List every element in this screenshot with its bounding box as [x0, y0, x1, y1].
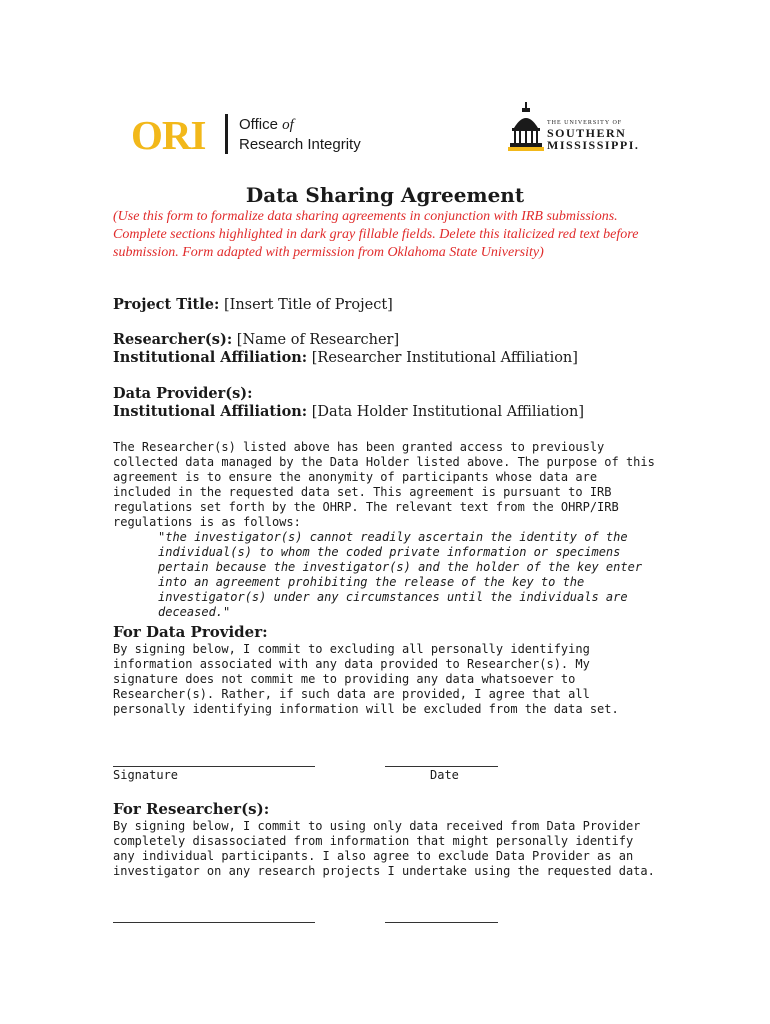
researcher-signature-line[interactable]: [113, 922, 315, 923]
provider-date-line[interactable]: [385, 766, 498, 767]
signature-label: Signature: [113, 768, 179, 782]
researcher-section-title: For Researcher(s):: [113, 800, 270, 818]
ori-office-line2: Research Integrity: [239, 136, 361, 153]
ori-wordmark: ORI: [131, 112, 206, 158]
researcher-section-text: By signing below, I commit to using only data received from Data Provider completely disassociated from information that might personally identify any individual participants. I also agree to exclude Data Provider as an investigator on any research projects I undertake using the requested data.: [113, 819, 655, 878]
researcher-affiliation-label: Institutional Affiliation:: [113, 349, 308, 366]
provider-affiliation-label: Institutional Affiliation:: [113, 403, 308, 420]
regulation-quote: "the investigator(s) cannot readily ascertain the identity of the individual(s) to whom the coded private information or specimens pertain because the investigator(s) and the holder of the key enter into an agreement prohibiting the release of the key to the investigator(s) under any circumstances until the individuals are deceased.": [158, 530, 643, 619]
usm-line-mississippi: MISSISSIPPI.: [547, 138, 640, 152]
usm-logo: [507, 100, 640, 156]
logo-divider: [225, 114, 228, 154]
project-title-field[interactable]: [Insert Title of Project]: [219, 297, 393, 313]
provider-row: [113, 385, 253, 402]
researcher-date-line[interactable]: [385, 922, 498, 923]
provider-label: Data Provider(s):: [113, 385, 253, 402]
agreement-paragraph: The Researcher(s) listed above has been granted access to previously collected data managed by the Data Holder listed above. The purpose of this agreement is to ensure the anonymity of participants whose data are included in the requested data set. This agreement is pursuant to IRB regulations set forth by the OHRP. The relevant text from the OHRP/IRB regulations is as follows:: [113, 440, 655, 529]
provider-signature-line[interactable]: [113, 766, 315, 767]
provider-affiliation-row: [113, 403, 584, 420]
usm-line-small: THE UNIVERSITY OF: [547, 120, 623, 126]
ori-office-of: of: [282, 117, 294, 133]
instructions-text: (Use this form to formalize data sharing agreements in conjunction with IRB submissions. Complete sections highlighted in dark gray fillable fields. Delete this italicized red text before submission. Form adapted with permission from Oklahoma State University): [113, 209, 639, 260]
researcher-name-field[interactable]: [Name of Researcher]: [232, 332, 400, 348]
usm-line-southern: SOUTHERN: [547, 126, 627, 140]
project-title-row: [113, 296, 393, 313]
provider-affiliation-field[interactable]: [Data Holder Institutional Affiliation]: [307, 404, 585, 420]
ori-office-line1: Office: [239, 116, 283, 133]
project-title-label: Project Title:: [113, 296, 220, 313]
researcher-affiliation-row: [113, 349, 578, 366]
ori-office-name: [239, 115, 361, 155]
researcher-row: [113, 331, 399, 348]
researcher-label: Researcher(s):: [113, 331, 233, 348]
page-title: Data Sharing Agreement: [245, 183, 525, 207]
usm-name: [547, 119, 639, 151]
date-label: Date: [430, 768, 459, 782]
provider-section-text: By signing below, I commit to excluding all personally identifying information associated with any data provided to Researcher(s). My signature does not commit me to providing any data whatsoever to Researcher(s). Rather, if such data are provided, I agree that all personally identifying information will be excluded from the data set.: [113, 642, 619, 716]
researcher-affiliation-field[interactable]: [Researcher Institutional Affiliation]: [307, 350, 578, 366]
dome-seal-icon: [507, 100, 545, 154]
provider-section-title: For Data Provider:: [113, 623, 268, 641]
ori-logo: [131, 112, 391, 158]
